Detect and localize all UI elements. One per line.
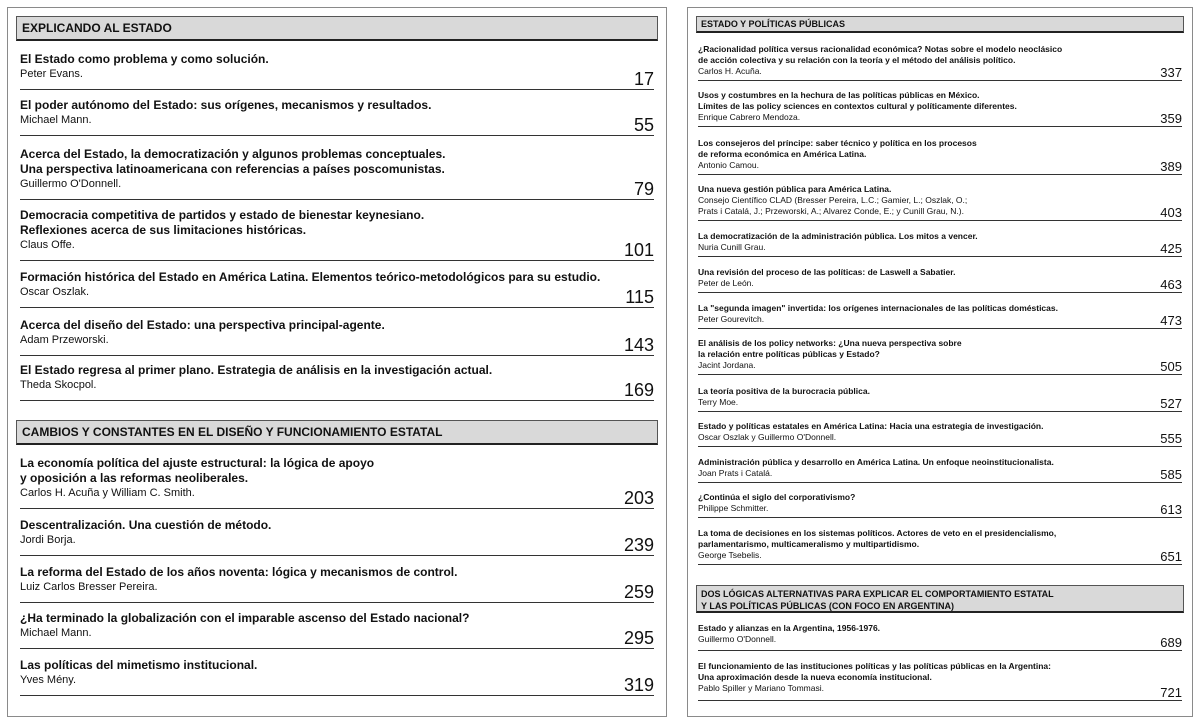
entry-title: Administración pública y desarrollo en América Latina. Un enfoque neoinstitucionalista. [698,457,1054,467]
toc-entry[interactable] [698,44,1182,81]
entry-title: Las políticas del mimetismo institucional. [20,658,258,672]
entry-author: Terry Moe. [698,397,739,407]
entry-author: George Tsebelis. [698,550,762,560]
entry-title: y oposición a las reformas neoliberales. [20,471,249,485]
entry-author: Pablo Spiller y Mariano Tommasi. [698,683,824,693]
toc-entry[interactable] [20,318,654,356]
entry-title: Estado y alianzas en la Argentina, 1956-1976. [698,623,881,633]
toc-entry[interactable] [698,90,1182,127]
entry-page-number: 79 [633,179,654,199]
entry-page-number: 403 [1160,205,1182,220]
entry-author: Theda Skocpol. [20,379,97,391]
entry-page-number: 463 [1160,277,1182,292]
entry-title: Usos y costumbres en la hechura de las políticas públicas en México. [698,90,980,100]
entry-author: Yves Mény. [20,674,77,686]
section-header-estado-politicas: ESTADO Y POLÍTICAS PÚBLICAS [696,16,1184,33]
entry-title: ¿Racionalidad política versus racionalidad económica? Notas sobre el modelo neoclásico [698,44,1063,54]
entry-page-number: 505 [1160,359,1182,374]
toc-entry[interactable] [20,565,654,603]
entry-author: Luiz Carlos Bresser Pereira. [20,581,158,593]
entry-author: Carlos H. Acuña y William C. Smith. [20,487,195,499]
toc-entry[interactable] [698,421,1182,447]
entry-title: Formación histórica del Estado en América Latina. Elementos teórico-metodológicos para su estudio. [20,270,601,284]
entry-page-number: 721 [1160,685,1182,700]
toc-entry[interactable] [20,98,654,136]
toc-entry[interactable] [698,231,1182,257]
entry-page-number: 143 [623,335,654,355]
entry-title: Una revisión del proceso de las políticas: de Laswell a Sabatier. [698,267,956,277]
entry-author: Michael Mann. [20,114,92,126]
entry-title: Estado y políticas estatales en América Latina: Hacia una estrategia de investigación. [698,421,1044,431]
entry-title: La reforma del Estado de los años noventa: lógica y mecanismos de control. [20,565,458,579]
entry-author: Michael Mann. [20,627,92,639]
entry-title: La economía política del ajuste estructural: la lógica de apoyo [20,456,375,470]
toc-entry[interactable] [698,492,1182,518]
entry-title: Acerca del diseño del Estado: una perspectiva principal-agente. [20,318,385,332]
entry-page-number: 295 [623,628,654,648]
entry-author: Jacint Jordana. [698,360,756,370]
entry-page-number: 115 [625,287,654,307]
entry-title: El poder autónomo del Estado: sus orígenes, mecanismos y resultados. [20,98,432,112]
entry-title: parlamentarismo, multicameralismo y multipartidismo. [698,539,920,549]
entry-author: Antonio Camou. [698,160,759,170]
toc-entry[interactable] [698,267,1182,293]
entry-page-number: 425 [1160,241,1182,256]
entry-page-number: 259 [623,582,654,602]
entry-title: El Estado como problema y como solución. [20,52,269,66]
toc-entry[interactable] [20,208,654,261]
entry-title: La teoría positiva de la burocracia pública. [698,386,870,396]
entry-title: El funcionamiento de las instituciones políticas y las políticas públicas en la Argentina: [698,661,1051,671]
entry-title: El análisis de los policy networks: ¿Una nueva perspectiva sobre [698,338,962,348]
entry-title: La "segunda imagen" invertida: los orígenes internacionales de las políticas domésticas. [698,303,1058,313]
entry-title: de acción colectiva y su relación con la teoría y el método del análisis político. [698,55,1016,65]
right-page [687,7,1193,717]
entry-page-number: 555 [1160,431,1182,446]
entry-author: Jordi Borja. [20,534,76,546]
entry-page-number: 689 [1160,635,1182,650]
entry-author: Joan Prats i Catalá. [698,468,773,478]
entry-author: Oscar Oszlak y Guillermo O'Donnell. [698,432,837,442]
entry-author: Peter de León. [698,278,754,288]
entry-author: Consejo Científico CLAD (Bresser Pereira, L.C.; Gamier, L.; Oszlak, O.; [698,195,968,205]
entry-author: Peter Gourevitch. [698,314,765,324]
section-header-explicando: EXPLICANDO AL ESTADO [16,16,658,41]
entry-author: Prats i Catalá, J.; Przeworski, A.; Alvarez Conde, E.; y Cunill Grau, N.). [698,206,964,216]
entry-page-number: 319 [623,675,654,695]
entry-page-number: 101 [623,240,654,260]
entry-page-number: 169 [623,380,654,400]
entry-title: Una nueva gestión pública para América Latina. [698,184,892,194]
entry-author: Carlos H. Acuña. [698,66,762,76]
entry-page-number: 203 [623,488,654,508]
entry-title: La democratización de la administración pública. Los mitos a vencer. [698,231,978,241]
toc-entry[interactable] [698,457,1182,483]
section-header-dos-logicas: DOS LÓGICAS ALTERNATIVAS PARA EXPLICAR EL COMPORTAMIENTO ESTATAL Y LAS POLÍTICAS PÚBLICAS (CON FOCO EN ARGENTINA) [696,585,1184,613]
entry-title: Límites de las policy sciences en contextos cultural y políticamente diferentes. [698,101,1017,111]
toc-entry[interactable] [698,138,1182,175]
toc-entry[interactable] [698,623,1182,651]
entry-page-number: 17 [633,69,654,89]
entry-title: ¿Ha terminado la globalización con el imparable ascenso del Estado nacional? [20,611,470,625]
entry-title: Reflexiones acerca de sus limitaciones históricas. [20,223,307,237]
entry-page-number: 55 [633,115,654,135]
toc-entry[interactable] [20,52,654,90]
entry-title: Una aproximación desde la nueva economía institucional. [698,672,932,682]
entry-page-number: 613 [1160,502,1182,517]
entry-author: Oscar Oszlak. [20,286,90,298]
entry-page-number: 651 [1160,549,1182,564]
entry-title: ¿Continúa el siglo del corporativismo? [698,492,856,502]
entry-author: Philippe Schmitter. [698,503,769,513]
toc-entry[interactable] [20,658,654,696]
entry-page-number: 239 [623,535,654,555]
toc-entry[interactable] [20,456,654,509]
entry-author: Peter Evans. [20,68,83,80]
entry-title: Acerca del Estado, la democratización y algunos problemas conceptuales. [20,147,446,161]
toc-entry[interactable] [20,518,654,556]
entry-page-number: 337 [1160,65,1182,80]
toc-entry[interactable] [698,338,1182,375]
entry-title: de reforma económica en América Latina. [698,149,867,159]
toc-entry[interactable] [698,528,1182,565]
entry-page-number: 359 [1160,111,1182,126]
entry-title: Una perspectiva latinoamericana con referencias a países poscomunistas. [20,162,445,176]
entry-title: Los consejeros del príncipe: saber técnico y política en los procesos [698,138,977,148]
entry-title: la relación entre políticas públicas y Estado? [698,349,880,359]
left-page [7,7,667,717]
entry-page-number: 527 [1160,396,1182,411]
entry-title: El Estado regresa al primer plano. Estrategia de análisis en la investigación actual. [20,363,493,377]
section-header-cambios: CAMBIOS Y CONSTANTES EN EL DISEÑO Y FUNCIONAMIENTO ESTATAL [16,420,658,445]
entry-author: Nuria Cunill Grau. [698,242,766,252]
entry-author: Adam Przeworski. [20,334,109,346]
toc-entry[interactable] [698,303,1182,329]
toc-entry[interactable] [698,386,1182,412]
entry-author: Guillermo O'Donnell. [20,178,122,190]
entry-author: Claus Offe. [20,239,75,251]
entry-title: Democracia competitiva de partidos y estado de bienestar keynesiano. [20,208,425,222]
toc-entry[interactable] [20,611,654,649]
entry-author: Enrique Cabrero Mendoza. [698,112,801,122]
entry-author: Guillermo O'Donnell. [698,634,777,644]
toc-entry[interactable] [698,661,1182,701]
toc-entry[interactable] [20,270,654,308]
entry-page-number: 585 [1160,467,1182,482]
entry-page-number: 389 [1160,159,1182,174]
entry-title: Descentralización. Una cuestión de método. [20,518,272,532]
entry-title: La toma de decisiones en los sistemas políticos. Actores de veto en el presidencialismo, [698,528,1057,538]
entry-page-number: 473 [1160,313,1182,328]
toc-entry[interactable] [20,147,654,200]
toc-entry[interactable] [20,363,654,401]
toc-entry[interactable] [698,184,1182,221]
